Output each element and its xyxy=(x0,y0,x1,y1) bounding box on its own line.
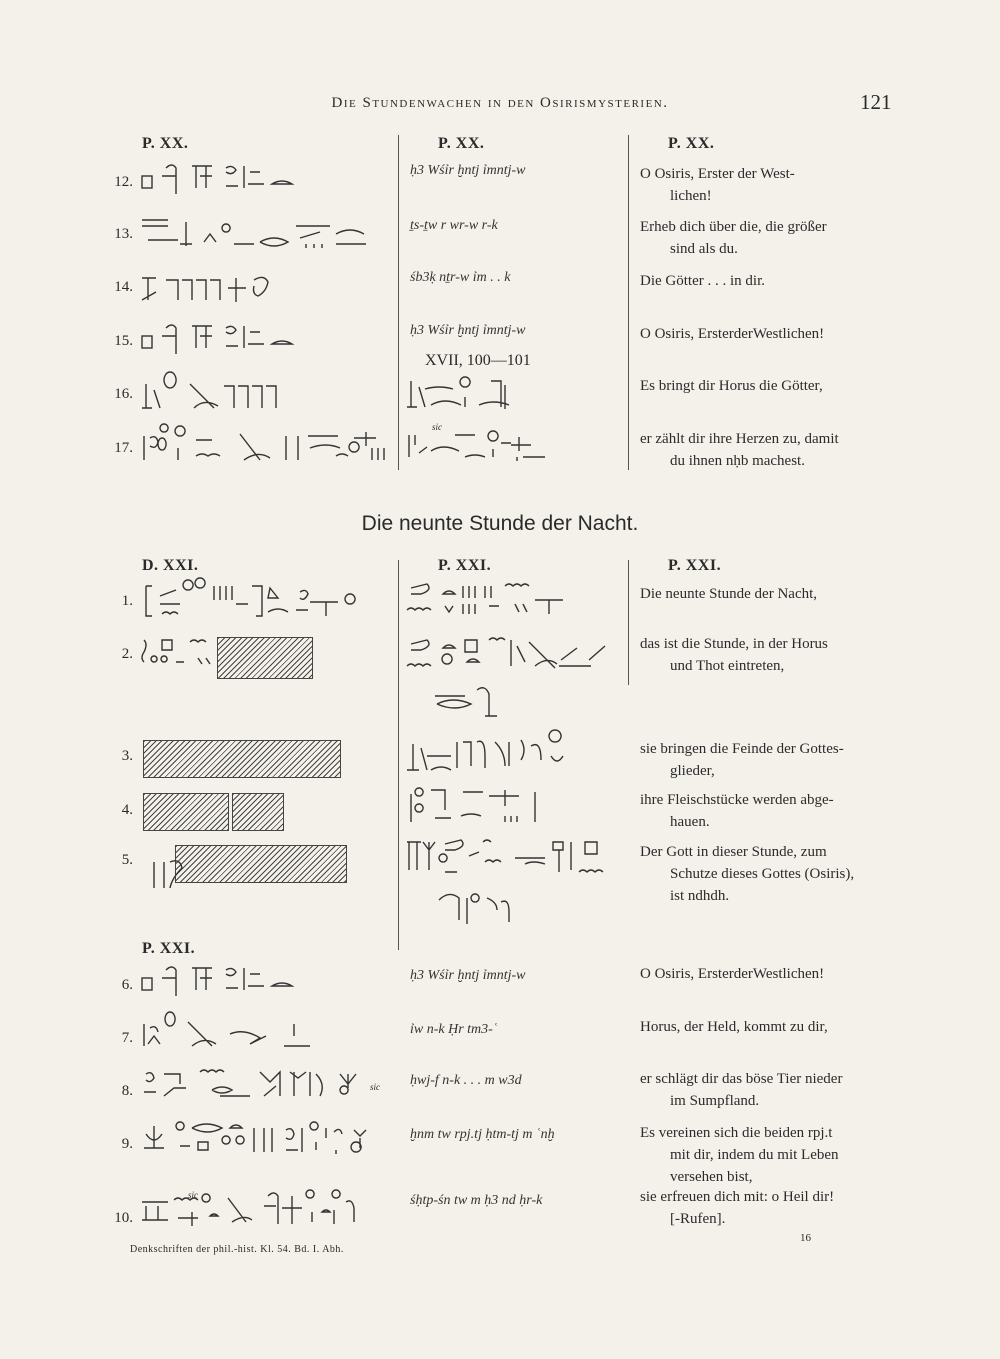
translation-text: Es vereinen sich die beiden rpj.t xyxy=(640,1125,833,1141)
translation-text: er zählt dir ihre Herzen zu, damit xyxy=(640,431,839,447)
transliteration-line: ṯs-ṯw r wr-w r-k xyxy=(410,218,498,233)
line-number: 12. xyxy=(114,174,133,190)
translation-text: im Sumpfland. xyxy=(670,1093,760,1109)
translation-line xyxy=(640,1068,902,1112)
translation-line xyxy=(640,1122,902,1188)
translation-text: versehen bist, xyxy=(670,1169,753,1185)
translation-text: Der Gott in dieser Stunde, zum xyxy=(640,844,827,860)
line-number: 10. xyxy=(114,1210,133,1226)
translation-line xyxy=(640,216,902,260)
hieroglyph-papyrus-column xyxy=(405,580,625,930)
signature-mark: 16 xyxy=(800,1232,811,1244)
translation-text: mit dir, indem du mit Leben xyxy=(670,1147,839,1163)
translation-line: Horus, der Held, kommt zu dir, xyxy=(640,1019,828,1035)
column-head-translation: P. XX. xyxy=(668,135,715,152)
column-divider xyxy=(628,135,629,470)
column-divider xyxy=(628,560,629,685)
column-divider xyxy=(398,135,399,470)
translation-line xyxy=(640,163,900,207)
line-number: 13. xyxy=(114,226,133,242)
translation-text: du ihnen nḥb machest. xyxy=(670,453,805,469)
line-number: 2. xyxy=(121,646,133,662)
line-number: 15. xyxy=(114,333,133,349)
transliteration-line: ḫnm tw rpj.tj ḥtm-tj m ʿnḫ xyxy=(410,1127,555,1142)
line-number: 1. xyxy=(121,593,133,609)
transliteration-line: ḥ3 Wśỉr ḫntj ỉmntj-w xyxy=(410,163,526,178)
transliteration-line: śb3ḳ nṯr-w ỉm . . k xyxy=(410,270,511,285)
translation-line: O Osiris, ErsterderWestlichen! xyxy=(640,326,825,342)
translation-text: sind als du. xyxy=(670,241,738,257)
transliteration-line: ḥ3 Wśỉr ḫntj ỉmntj-w xyxy=(410,968,526,983)
translation-text: und Thot eintreten, xyxy=(670,658,785,674)
translation-text: hauen. xyxy=(670,814,710,830)
line-number: 8. xyxy=(121,1083,133,1099)
translation-line xyxy=(640,789,902,833)
translation-line: Die Götter . . . in dir. xyxy=(640,273,765,289)
translation-line: Die neunte Stunde der Nacht, xyxy=(640,586,818,602)
translation-text: O Osiris, Erster der West- xyxy=(640,166,795,182)
translation-text: Schutze dieses Gottes (Osiris), xyxy=(670,866,855,882)
column-head-hieroglyphs: D. XXI. xyxy=(142,557,199,574)
translation-text: sie erfreuen dich mit: o Heil dir! xyxy=(640,1189,835,1205)
hieroglyph-transliteration-column xyxy=(405,375,625,465)
translation-line: O Osiris, ErsterderWestlichen! xyxy=(640,966,825,982)
line-number: 16. xyxy=(114,386,133,402)
translation-text: Erheb dich über die, die größer xyxy=(640,219,827,235)
translation-line xyxy=(640,1186,902,1230)
line-number: 9. xyxy=(121,1136,133,1152)
line-number: 5. xyxy=(121,852,133,868)
translation-text: lichen! xyxy=(670,188,712,204)
running-title: Die Stundenwachen in den Osirismysterien. xyxy=(331,95,669,111)
translation-text: sie bringen die Feinde der Gottes- xyxy=(640,741,844,757)
column-head-hieroglyphs: P. XX. xyxy=(142,135,189,152)
source-reference: XVII, 100—101 xyxy=(425,352,531,369)
translation-text: er schlägt dir das böse Tier nieder xyxy=(640,1071,843,1087)
line-number: 14. xyxy=(114,279,133,295)
line-number: 7. xyxy=(121,1030,133,1046)
hieroglyph-lines-column xyxy=(140,962,390,1237)
translation-line xyxy=(640,428,902,472)
column-head-translation: P. XXI. xyxy=(668,557,722,574)
section-title: Die neunte Stunde der Nacht. xyxy=(361,512,639,535)
publication-footer: Denkschriften der phil.-hist. Kl. 54. Bd. I. Abh. xyxy=(130,1244,344,1255)
translation-line xyxy=(640,738,902,782)
hieroglyph-lines-column xyxy=(140,582,390,882)
column-head-hieroglyphs-papyrus: P. XXI. xyxy=(438,557,492,574)
column-divider xyxy=(398,560,399,950)
translation-text: glieder, xyxy=(670,763,715,779)
transliteration-line: śḥtp-śn tw m ḥ3 nd ḥr-k xyxy=(410,1193,543,1208)
page-number: 121 xyxy=(860,90,892,114)
transliteration-line: ḥ3 Wśỉr ḫntj ỉmntj-w xyxy=(410,323,526,338)
sic-note: sic xyxy=(188,1190,198,1200)
sic-note: sic xyxy=(370,1082,380,1092)
sic-note: sic xyxy=(432,422,442,432)
line-number: 4. xyxy=(121,802,133,818)
translation-line: Es bringt dir Horus die Götter, xyxy=(640,378,823,394)
translation-text: [-Rufen]. xyxy=(670,1211,726,1227)
column-head-hieroglyphs: P. XXI. xyxy=(142,940,196,957)
line-number: 6. xyxy=(121,977,133,993)
transliteration-line: ỉw n-k Ḥr tm3-ʿ xyxy=(410,1022,498,1037)
hieroglyph-lines-column xyxy=(140,160,390,470)
transliteration-line: ḥwj-f n-k . . . m w3d xyxy=(410,1073,522,1088)
translation-text: das ist die Stunde, in der Horus xyxy=(640,636,828,652)
translation-text: ist ndhdh. xyxy=(670,888,730,904)
line-number: 17. xyxy=(114,440,133,456)
line-number: 3. xyxy=(121,748,133,764)
translation-line xyxy=(640,841,902,907)
translation-line xyxy=(640,633,902,677)
translation-text: ihre Fleischstücke werden abge- xyxy=(640,792,834,808)
column-head-transliteration: P. XX. xyxy=(438,135,485,152)
